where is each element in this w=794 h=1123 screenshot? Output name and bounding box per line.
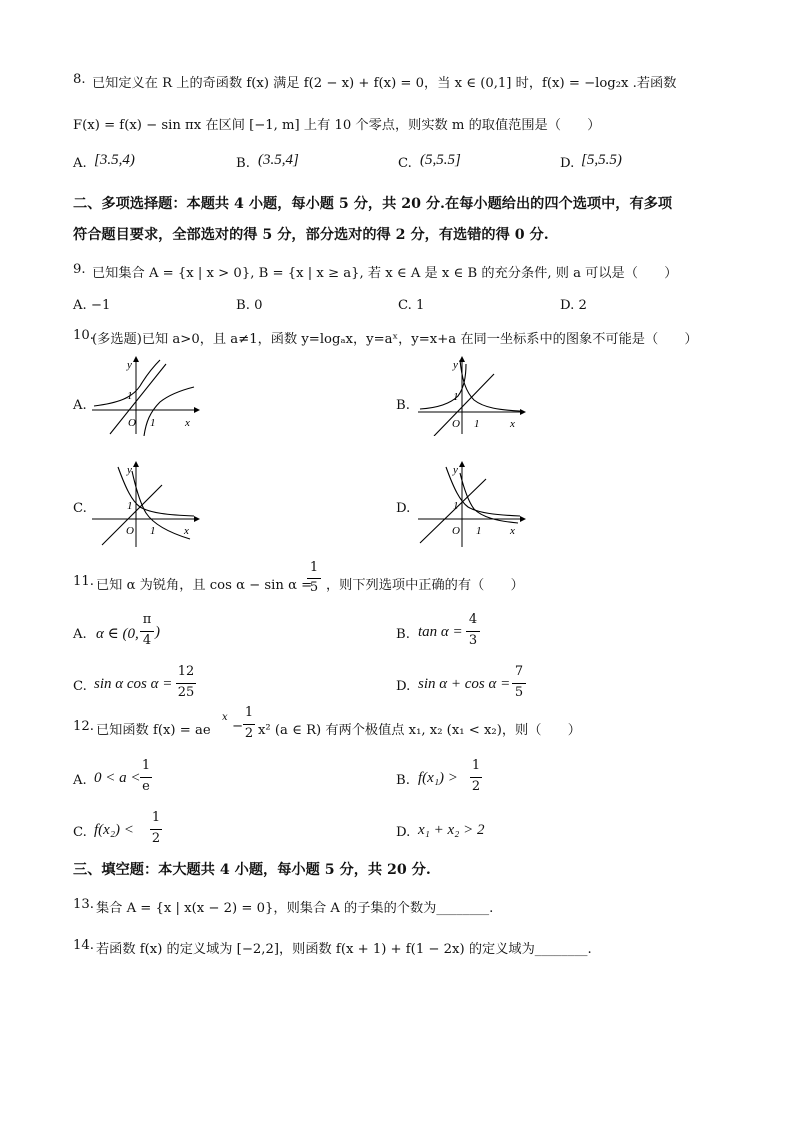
q10-option-d-label: D. xyxy=(396,501,411,516)
q11-option-a-num: π xyxy=(142,612,152,627)
q10-graph-c-axis-y: y xyxy=(127,464,132,476)
q12-option-c-label: C. xyxy=(73,825,87,840)
q11-option-d-bar xyxy=(512,683,526,684)
q11-stem-b: ，则下列选项中正确的有（ ） xyxy=(326,578,524,593)
q9-stem: 已知集合 A = {x | x > 0}, B = {x | x ≥ a}, 若 x ∈ A 是 x ∈ B 的充分条件, 则 a 可以是（ ） xyxy=(92,266,678,281)
q9-option-d-label: D. xyxy=(560,298,575,313)
q10-graph-d-origin: O xyxy=(452,525,460,537)
q13-number: 13. xyxy=(73,897,94,912)
q12-number: 12. xyxy=(73,719,94,734)
q8-option-b-text: (3.5,4] xyxy=(258,152,299,168)
q9-option-c-text: 1 xyxy=(416,298,425,313)
q11-option-a-label: A. xyxy=(73,627,87,642)
q9-option-a-text: −1 xyxy=(90,298,111,313)
q12-option-a-num: 1 xyxy=(141,758,151,773)
q12-frac-den: 2 xyxy=(244,726,254,741)
q11-option-d-num: 7 xyxy=(514,664,524,679)
q14-stem: 若函数 f(x) 的定义域为 [−2,2]，则函数 f(x + 1) + f(1 − 2x) 的定义域为________. xyxy=(96,942,592,957)
q10-graph-b-axis-x: x xyxy=(510,418,515,430)
q10-graph-a-tick-y: 1 xyxy=(127,390,133,402)
q10-graph-d-axis-x: x xyxy=(510,525,515,537)
q10-graph-d-tick-x: 1 xyxy=(476,525,482,537)
q11-option-d-label: D. xyxy=(396,679,411,694)
q11-option-a-bar xyxy=(140,631,154,632)
q11-frac-den: 5 xyxy=(309,580,319,595)
q11-option-c-num: 12 xyxy=(177,664,195,679)
q9-option-a xyxy=(73,298,110,313)
q11-option-b-lhs: tan α = xyxy=(418,624,463,640)
q8-option-a-label: A. xyxy=(73,156,87,171)
q11-option-c-lhs: sin α cos α = xyxy=(94,676,173,692)
q12-option-c-num: 1 xyxy=(151,810,161,825)
section-2-line-1: 二、多项选择题：本题共 4 小题，每小题 5 分，共 20 分.在每小题给出的四个选项中，有多项 xyxy=(73,196,673,212)
q10-graph-b-axis-y: y xyxy=(453,359,458,371)
q10-graph-a-origin: O xyxy=(128,417,136,429)
q10-number: 10. xyxy=(73,328,94,343)
q10-graph-b xyxy=(414,356,526,436)
q10-graph-a-axis-y: y xyxy=(127,359,132,371)
q11-option-b-num: 4 xyxy=(468,612,478,627)
q12-option-b-num: 1 xyxy=(471,758,481,773)
q10-graph-c-axis-x: x xyxy=(184,525,189,537)
q11-stem-a: 已知 α 为锐角，且 cos α − sin α = xyxy=(96,578,313,593)
q10-graph-c-tick-y: 1 xyxy=(127,500,133,512)
q11-option-a-rhs: ) xyxy=(155,624,160,640)
q11-option-a-den: 4 xyxy=(142,633,152,648)
q10-graph-a xyxy=(88,356,200,436)
q10-option-a-label: A. xyxy=(73,398,87,413)
q8-option-d-text: [5,5.5) xyxy=(581,152,622,168)
q11-option-b-den: 3 xyxy=(468,633,478,648)
q12-option-b-label: B. xyxy=(396,773,410,788)
q12-option-a-lhs: 0 < a < xyxy=(94,770,141,786)
section-2-line-2: 符合题目要求，全部选对的得 5 分，部分选对的得 2 分，有选错的得 0 分. xyxy=(73,227,549,243)
q11-option-c-bar xyxy=(176,683,196,684)
q10-option-b-label: B. xyxy=(396,398,410,413)
q12-option-b-lhs: f(x₁) > xyxy=(418,770,458,786)
section-3-header: 三、填空题：本大题共 4 小题，每小题 5 分，共 20 分. xyxy=(73,862,431,878)
q12-stem-c: x² (a ∈ R) 有两个极值点 x₁, x₂ (x₁ < x₂)，则（ ） xyxy=(258,723,581,738)
q9-option-d-text: 2 xyxy=(578,298,587,313)
q9-option-d xyxy=(560,298,587,313)
q12-stem-a: 已知函数 f(x) = ae xyxy=(96,723,211,738)
q12-option-c-bar xyxy=(150,829,162,830)
q12-option-a-label: A. xyxy=(73,773,87,788)
q10-graph-a-tick-x: 1 xyxy=(150,417,156,429)
q9-option-b-label: B. xyxy=(236,298,250,313)
q12-option-a-den: e xyxy=(142,779,150,794)
q10-graph-d xyxy=(414,461,526,549)
q10-graph-d-axis-y: y xyxy=(453,464,458,476)
q12-option-d-lhs: x₁ + x₂ > 2 xyxy=(418,822,485,838)
q12-option-c-den: 2 xyxy=(151,831,161,846)
q10-graph-c-tick-x: 1 xyxy=(150,525,156,537)
q10-graph-b-origin: O xyxy=(452,418,460,430)
q9-number: 9. xyxy=(73,262,86,277)
q12-option-b-den: 2 xyxy=(471,779,481,794)
q9-option-c-label: C. xyxy=(398,298,412,313)
q10-graph-a-axis-x: x xyxy=(185,417,190,429)
q8-option-a-text: [3.5,4) xyxy=(94,152,135,168)
q10-graph-c xyxy=(88,461,200,549)
q10-graph-c-origin: O xyxy=(126,525,134,537)
q12-frac-num: 1 xyxy=(244,705,254,720)
q12-option-a-bar xyxy=(140,777,152,778)
q10-graph-d-tick-y: 1 xyxy=(453,500,459,512)
q8-option-d-label: D. xyxy=(560,156,575,171)
q8-option-c-text: (5,5.5] xyxy=(420,152,461,168)
q9-option-b-text: 0 xyxy=(254,298,263,313)
q8-option-b-label: B. xyxy=(236,156,250,171)
q12-option-d-label: D. xyxy=(396,825,411,840)
q11-number: 11. xyxy=(73,574,94,589)
q9-option-b xyxy=(236,298,262,313)
q11-option-c-label: C. xyxy=(73,679,87,694)
q11-option-a-lhs: α ∈ (0, xyxy=(96,626,139,642)
q12-option-b-bar xyxy=(470,777,482,778)
q10-graph-b-tick-x: 1 xyxy=(474,418,480,430)
q11-option-c-den: 25 xyxy=(177,685,195,700)
q9-option-c xyxy=(398,298,424,313)
q12-stem-sup: x xyxy=(222,712,228,723)
q10-graph-b-tick-y: 1 xyxy=(453,391,459,403)
q14-number: 14. xyxy=(73,938,94,953)
q11-option-d-den: 5 xyxy=(514,685,524,700)
q8-line-1: 已知定义在 R 上的奇函数 f(x) 满足 f(2 − x) + f(x) = 0，当 x ∈ (0,1] 时，f(x) = −log₂x .若函数 xyxy=(92,76,677,91)
q9-option-a-label: A. xyxy=(73,298,87,313)
q10-stem: (多选题)已知 a>0，且 a≠1，函数 y=logₐx，y=aˣ，y=x+a 在同一坐标系中的图象不可能是（ ） xyxy=(92,332,698,347)
q11-option-b-label: B. xyxy=(396,627,410,642)
q12-option-c-lhs: f(x₂) < xyxy=(94,822,134,838)
q8-number: 8. xyxy=(73,72,86,87)
q8-line-2: F(x) = f(x) − sin πx 在区间 [−1, m] 上有 10 个零点，则实数 m 的取值范围是（ ） xyxy=(73,118,601,133)
q13-stem: 集合 A = {x | x(x − 2) = 0}，则集合 A 的子集的个数为________. xyxy=(96,901,494,916)
q11-frac-bar xyxy=(307,578,321,579)
q8-option-c-label: C. xyxy=(398,156,412,171)
q11-frac-num: 1 xyxy=(309,560,319,575)
q11-option-b-bar xyxy=(466,631,480,632)
q12-frac-bar xyxy=(243,724,255,725)
q12-stem-b: − xyxy=(232,719,244,734)
q11-option-d-lhs: sin α + cos α = xyxy=(418,676,511,692)
q10-option-c-label: C. xyxy=(73,501,87,516)
